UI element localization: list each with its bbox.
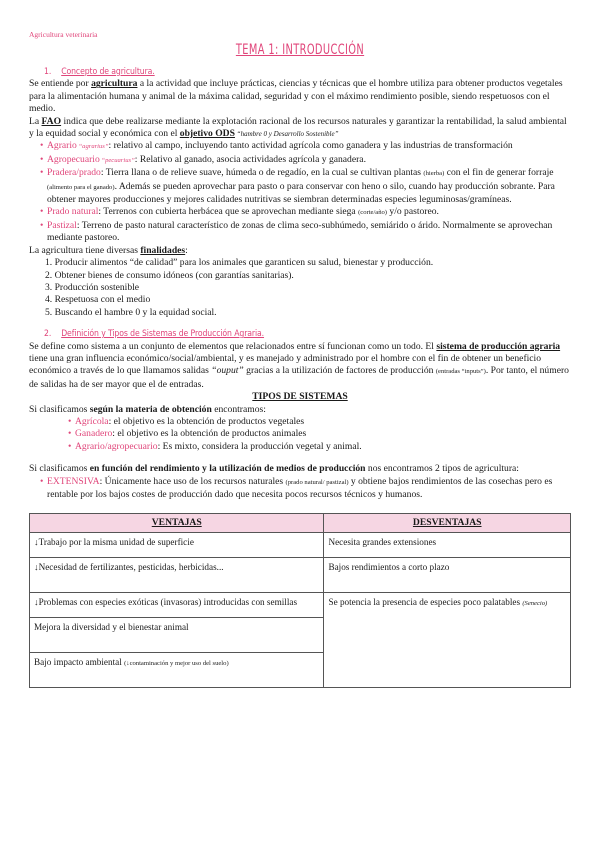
- list-item: [69, 441, 571, 453]
- text: tiene una gran influencia económico/social/ambiental, y es manejado y administrado por el hombre con el fin de obtener un beneficio económico a través de lo que llamamos salidas: [29, 352, 542, 377]
- def-term: Agropecuario: [47, 153, 100, 165]
- tipo-term: Ganadero: [75, 428, 113, 440]
- term-sistema: sistema de producción agraria: [436, 340, 561, 352]
- desventaja-cell: [324, 593, 571, 688]
- tipo-text: : el objetivo es la obtención de productos animales: [112, 428, 307, 440]
- text: Si clasificamos: [29, 403, 90, 415]
- list-item: [41, 206, 571, 219]
- ventaja-cell: ↓Necesidad de fertilizantes, pesticidas, herbicidas...: [30, 558, 324, 593]
- list-item: [69, 428, 571, 440]
- def-term: Prado natural: [47, 206, 99, 218]
- ods-note: “hambre 0 y Desarrollo Sostenible”: [234, 130, 339, 139]
- def-text: : relativo al campo, incluyendo tanto actividad agrícola como ganadera y las industrias de transformación: [108, 140, 513, 152]
- list-item: [69, 416, 571, 428]
- ventaja-cell: Mejora la diversidad y el bienestar animal: [30, 618, 324, 653]
- tipo-term: Agrario/agropecuario: [75, 440, 158, 452]
- paragraph-fao: [29, 116, 571, 141]
- text: La: [29, 115, 42, 127]
- list-item: 1. Producir alimentos “de calidad” para los animales que garanticen su salud, bienestar y producción.: [45, 257, 434, 269]
- term-fao: FAO: [41, 115, 62, 127]
- list-item: [41, 476, 571, 502]
- text: Si clasificamos: [29, 463, 90, 475]
- tipos-list: [29, 416, 571, 453]
- ventaja-cell: ↓Trabajo por la misma unidad de superficie: [30, 533, 324, 558]
- section-number: 1.: [44, 67, 52, 77]
- list-item: 2. Obtener bienes de consumo idóneos (con garantías sanitarias).: [45, 269, 294, 281]
- term-ods: objetivo ODS: [179, 128, 235, 140]
- text: Bajo impacto ambiental: [34, 657, 125, 668]
- def-text: . Además se pueden aprovechar para pasto o para conservar con heno o silo, cuando hay producción sobrante. Para obtener mayores producciones y mejores calidades nutritivas se siembran determinadas especies leguminosas/gramíneas.: [47, 180, 555, 206]
- text: La agricultura tiene diversas: [29, 244, 141, 256]
- list-item: 4. Respetuosa con el medio: [45, 294, 151, 306]
- paragraph-materia: [29, 404, 571, 416]
- term-agricultura: agricultura: [91, 78, 138, 90]
- note: (Senecio): [522, 600, 548, 608]
- ventajas-table: [29, 513, 571, 688]
- list-item: [41, 167, 571, 206]
- list-item: [41, 154, 571, 167]
- def-note: “agrarius”: [76, 143, 109, 151]
- finalidades-list: [29, 257, 571, 319]
- course-header: Agricultura veterinaria: [29, 30, 98, 39]
- desventaja-cell: Necesita grandes extensiones: [324, 533, 571, 558]
- text: . Por tanto, el número de salidas ha de ser mayor que el de entradas.: [29, 365, 569, 390]
- section-number: 2.: [44, 329, 52, 340]
- def-text: : Tierra llana o de relieve suave, húmeda o de regadío, en la cual se cultivan plantas: [100, 167, 424, 179]
- section-title: Definición y Tipos de Sistemas de Producción Agraria.: [61, 329, 265, 340]
- header-desventajas: DESVENTAJAS: [324, 514, 571, 533]
- paragraph-sistema: [29, 341, 571, 392]
- text: Se potencia la presencia de especies poco palatables: [328, 597, 523, 608]
- tipo-text: : Es mixto, considera la producción vegetal y animal.: [157, 440, 362, 452]
- term-finalidades: finalidades: [140, 244, 186, 256]
- tipos-heading: TIPOS DE SISTEMAS: [252, 391, 348, 403]
- paragraph-finalidades: [29, 245, 571, 257]
- text: Se entiende por: [29, 78, 92, 90]
- text: encontramos:: [211, 403, 266, 415]
- ventaja-cell: [30, 653, 324, 688]
- list-item: [41, 140, 571, 153]
- definitions-list: [29, 140, 571, 244]
- output-term: “ouput”: [211, 365, 244, 377]
- text: indica que debe realizarse mediante la explotación racional de los recursos naturales y garantizar la rentabilidad, la salud ambiental y la equidad social y económica con el: [29, 115, 567, 140]
- def-note: (alimento para el ganado): [47, 183, 115, 191]
- table-header-row: [30, 514, 571, 533]
- ventaja-cell: ↓Problemas con especies exóticas (invasoras) introducidas con semillas: [30, 593, 324, 618]
- document-content: [29, 66, 571, 688]
- text: : Únicamente hace uso de los recursos naturales: [99, 475, 286, 487]
- def-text: : Terreno de pasto natural característico de zonas de clima seco-subhúmedo, semiárido o árido. Normalmente se aprovechan mediante pastoreo.: [47, 219, 553, 244]
- table-row: [30, 558, 571, 593]
- text: :: [185, 244, 188, 256]
- paragraph-rendimiento: [29, 463, 571, 475]
- note: (prado natural/ pastizal): [285, 478, 349, 486]
- section-heading-2: [44, 328, 571, 340]
- def-note: (hierba): [423, 170, 445, 178]
- def-text: y/o pastoreo.: [387, 206, 439, 218]
- text: Se define como sistema a un conjunto de elementos que relacionados entre sí funcionan como un todo. El: [29, 340, 437, 352]
- text: gracias a la utilización de factores de producción: [243, 365, 436, 377]
- tipo-term: Agrícola: [75, 415, 109, 427]
- list-item: [41, 220, 571, 245]
- def-text: : Terrenos con cubierta herbácea que se aprovechan mediante siega: [98, 206, 359, 218]
- def-text: : Relativo al ganado, asocia actividades agrícola y ganadera.: [134, 153, 366, 165]
- def-term: Pradera/prado: [47, 167, 101, 179]
- paragraph-agricultura: [29, 78, 571, 115]
- def-term: Agrario: [47, 140, 77, 152]
- text: a la actividad que incluye prácticas, ciencias y técnicas que el hombre utiliza para obtener productos vegetales para la alimentación humana y animal de la máxima calidad, seguridad y con el máximo rendimiento posible, siendo respetuosos con el medio.: [29, 78, 563, 115]
- tipo-text: : el objetivo es la obtención de productos vegetales: [108, 415, 305, 427]
- page-title: TEMA 1: INTRODUCCIÓN: [235, 42, 365, 58]
- def-note: (corte/año): [358, 209, 387, 217]
- extensiva-list: [29, 476, 571, 502]
- inputs-note: (entradas “inputs”): [435, 368, 486, 376]
- def-note: “pecuarius”: [99, 156, 135, 164]
- text: nos encontramos 2 tipos de agricultura:: [365, 463, 519, 475]
- section-title: Concepto de agricultura.: [61, 67, 155, 77]
- table-row: [30, 533, 571, 558]
- list-item: 3. Producción sostenible: [45, 281, 140, 293]
- bold-text: en función del rendimiento y la utilización de medios de producción: [89, 463, 366, 475]
- extensiva-term: EXTENSIVA: [47, 475, 100, 487]
- section-heading-1: [44, 66, 571, 78]
- def-text: con el fin de generar forraje: [444, 167, 554, 179]
- note: (↓contaminación y mejor uso del suelo): [124, 660, 229, 668]
- text: y obtiene bajos rendimientos de las cosechas pero es rentable por los bajos costes de producción dado que necesita pocos recursos técnicos y humanos.: [47, 475, 553, 500]
- header-ventajas: VENTAJAS: [30, 514, 324, 533]
- list-item: 5. Buscando el hambre 0 y la equidad social.: [45, 306, 217, 318]
- desventaja-cell: Bajos rendimientos a corto plazo: [324, 558, 571, 593]
- def-term: Pastizal: [47, 219, 77, 231]
- bold-text: según la materia de obtención: [89, 403, 212, 415]
- table-row: [30, 593, 571, 618]
